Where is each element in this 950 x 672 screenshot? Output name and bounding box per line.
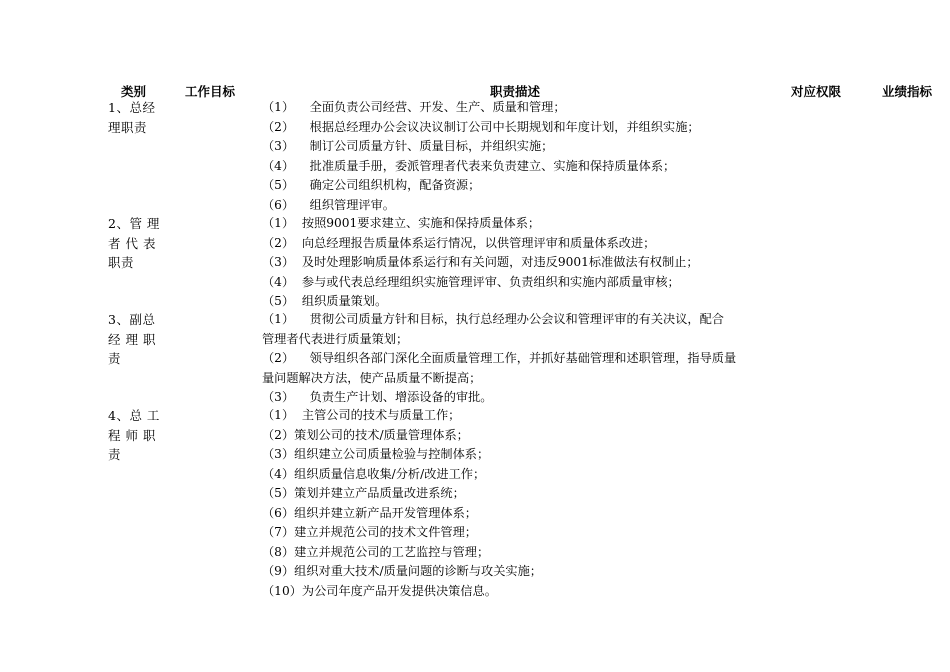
category-line: 经 理 职 — [108, 331, 156, 347]
category-line: 责 — [108, 447, 122, 462]
duty-line: （3） 负责生产计划、增添设备的审批。 — [262, 390, 493, 404]
duty-line: （2）策划公司的技术/质量管理体系； — [262, 427, 469, 442]
duty-line: 量问题解决方法，使产品质量不断提高； — [262, 370, 482, 385]
header-kpi: 业绩指标 — [882, 84, 933, 99]
category-line: 理职责 — [108, 119, 148, 135]
category-line: 程 师 职 — [108, 427, 156, 443]
duty-line: （2） 向总经理报告质量体系运行情况，以供管理评审和质量体系改进； — [262, 235, 656, 250]
category-line: 2、管 理 — [108, 216, 160, 231]
duty-line: （9）组织对重大技术/质量问题的诊断与攻关实施； — [262, 564, 542, 578]
duty-line: （8）建立并规范公司的工艺监控与管理； — [262, 544, 490, 559]
duty-line: （10）为公司年度产品开发提供决策信息。 — [262, 583, 497, 598]
category-line: 者 代 表 — [108, 235, 156, 251]
duty-line: （4） 参与或代表总经理组织实施管理评审、负责组织和实施内部质量审核； — [262, 274, 680, 289]
duty-line: （2） 根据总经理办公会议决议制订公司中长期规划和年度计划，并组织实施； — [262, 119, 700, 134]
category-line: 责 — [108, 351, 122, 366]
duty-line: （3） 制订公司质量方针、质量目标，并组织实施； — [262, 139, 554, 153]
header-duties: 职责描述 — [490, 84, 541, 99]
duty-line: （4）组织质量信息收集/分析/改进工作； — [262, 466, 486, 481]
duty-line: （5）策划并建立产品质量改进系统； — [262, 486, 465, 500]
header-category: 类别 — [121, 84, 147, 99]
duty-line: （1） 主管公司的技术与质量工作； — [262, 408, 461, 422]
duty-line: 管理者代表进行质量策划； — [262, 331, 409, 346]
header-authority: 对应权限 — [791, 84, 842, 99]
category-line: 4、总 工 — [108, 408, 160, 423]
duty-line: （1） 贯彻公司质量方针和目标，执行总经理办公会议和管理评审的有关决议，配合 — [262, 312, 724, 326]
duty-line: （1） 按照9001要求建立、实施和保持质量体系； — [262, 216, 541, 230]
duty-line: （4） 批准质量手册，委派管理者代表来负责建立、实施和保持质量体系； — [262, 158, 676, 173]
duty-line: （6）组织并建立新产品开发管理体系； — [262, 505, 477, 520]
duty-line: （5） 组织质量策划。 — [262, 294, 388, 308]
duty-line: （6） 组织管理评审。 — [262, 197, 395, 212]
duty-line: （3） 及时处理影响质量体系运行和有关问题，对违反9001标准做法有权制止； — [262, 255, 699, 269]
category-line: 3、副总 — [108, 312, 156, 327]
duty-line: （3）组织建立公司质量检验与控制体系； — [262, 447, 490, 461]
header-work-goal: 工作目标 — [185, 84, 236, 99]
duty-line: （2） 领导组织各部门深化全面质量管理工作，并抓好基础管理和述职管理，指导质量 — [262, 351, 737, 365]
duty-line: （7）建立并规范公司的技术文件管理； — [262, 525, 477, 539]
category-line: 职责 — [108, 255, 135, 270]
duty-line: （1） 全面负责公司经营、开发、生产、质量和管理； — [262, 100, 566, 114]
category-line: 1、总经 — [108, 100, 156, 115]
duty-line: （5） 确定公司组织机构，配备资源； — [262, 178, 481, 192]
